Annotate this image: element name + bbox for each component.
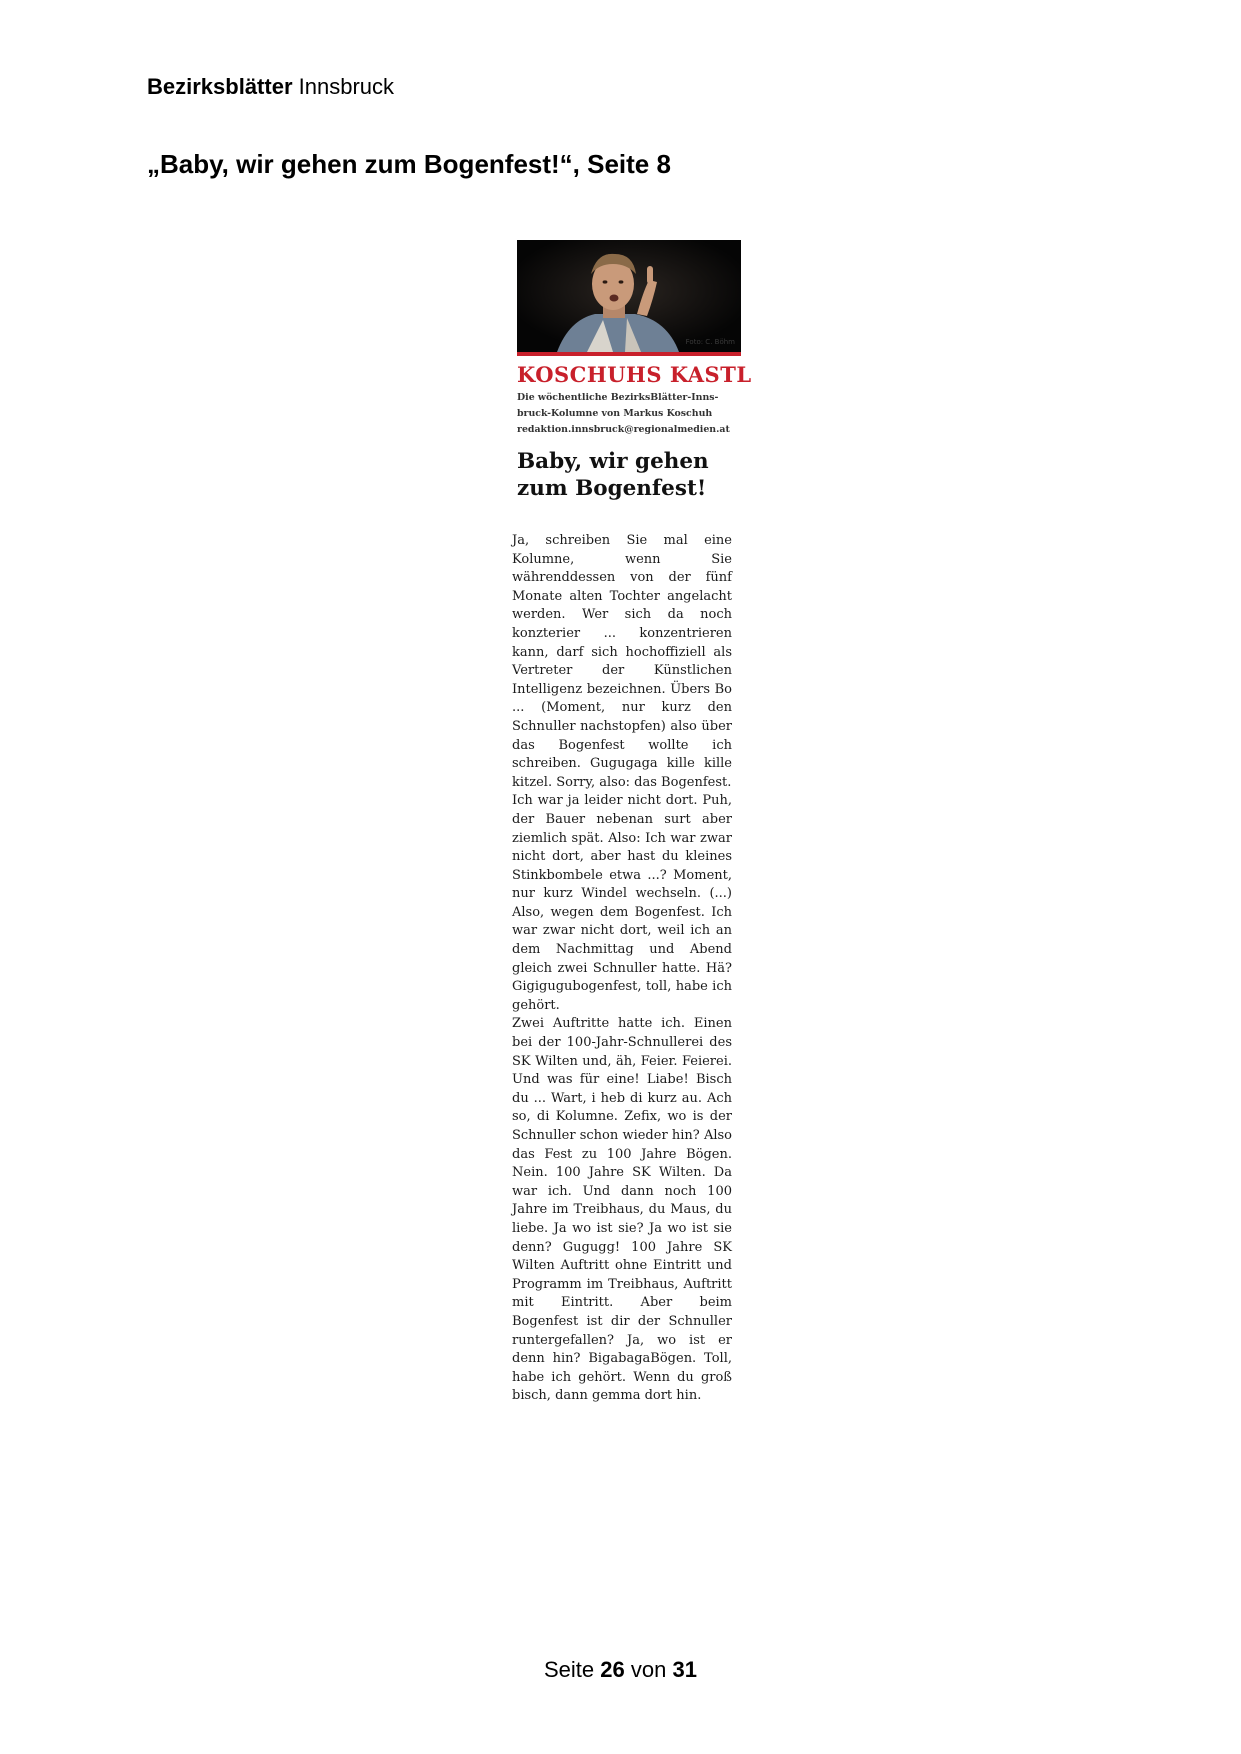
byline-line: bruck-Kolumne von Markus Koschuh bbox=[517, 408, 713, 419]
document-title: „Baby, wir gehen zum Bogenfest!“, Seite 8 bbox=[147, 149, 671, 179]
page-current: 26 bbox=[600, 1657, 625, 1682]
byline-line: Die wöchentliche BezirksBlätter-Inns- bbox=[517, 392, 719, 403]
page-separator: von bbox=[630, 1657, 667, 1682]
column-name: KOSCHUHS KASTL bbox=[517, 362, 752, 387]
source-region: Innsbruck bbox=[298, 74, 395, 99]
author-photo bbox=[517, 240, 741, 352]
article-paragraph: Zwei Auftritte hatte ich. Einen bei der 100-Jahr-Schnullerei des SK Wilten und, äh, Feier. Feierei. Und was für eine! Liabe! Bisch du ... Wart, i heb di kurz au. Ach so, di Kolumne. Zefix, wo is der Schnuller schon wieder hin? Also das Fest zu 100 Jahre Bögen. Nein. 100 Jahre SK Wilten. Da war ich. Und dann noch 100 Jahre im Treibhaus, du Maus, du liebe. Ja wo ist sie? Ja wo ist sie denn? Gugugg! 100 Jahre SK Wilten Auftritt ohne Eintritt und Programm im Treibhaus, Auftritt mit Eintritt. Aber beim Bogenfest ist dir der Schnuller runtergefallen? Ja, wo ist er denn hin? BigabagaBögen. Toll, habe ich gehört. Wenn du groß bisch, dann gemma dort hin. bbox=[512, 1016, 732, 1404]
column-byline bbox=[517, 390, 742, 438]
red-divider bbox=[517, 352, 741, 356]
photo-credit: Foto: C. Böhm bbox=[685, 338, 735, 346]
page-total: 31 bbox=[672, 1657, 697, 1682]
page-number bbox=[0, 1657, 1241, 1683]
page-prefix: Seite bbox=[544, 1657, 595, 1682]
article-body bbox=[512, 532, 732, 1406]
source-header bbox=[147, 74, 394, 100]
byline-email: redaktion.innsbruck@regionalmedien.at bbox=[517, 424, 730, 435]
article-headline: Baby, wir gehen zum Bogenfest! bbox=[517, 449, 709, 501]
article-paragraph: Ich war ja leider nicht dort. Puh, der Bauer nebenan surt aber ziemlich spät. Also: Ich war zwar nicht dort, aber hast du kleines Stinkbombele etwa ...? Moment, nur kurz Windel wechseln. (...) Also, wegen dem Bogenfest. Ich war zwar nicht dort, weil ich an dem Nachmittag und Abend gleich zwei Schnuller hatte. Hä? Gigigugubogenfest, toll, habe ich gehört. bbox=[512, 793, 732, 1013]
article-paragraph: Ja, schreiben Sie mal eine Kolumne, wenn Sie währenddessen von der fünf Monate alten Tochter angelacht werden. Wer sich da noch konzterier ... konzentrieren kann, darf sich hochoffiziell als Vertreter der Künstlichen Intelligenz bezeichnen. Übers Bo ... (Moment, nur kurz den Schnuller nachstopfen) also über das Bogenfest wollte ich schreiben. Gugugaga kille kille kitzel. Sorry, also: das Bogenfest. bbox=[512, 533, 732, 790]
author-portrait-image bbox=[517, 240, 741, 352]
newspaper-clipping bbox=[512, 240, 752, 1406]
source-brand: Bezirksblätter bbox=[147, 74, 293, 99]
